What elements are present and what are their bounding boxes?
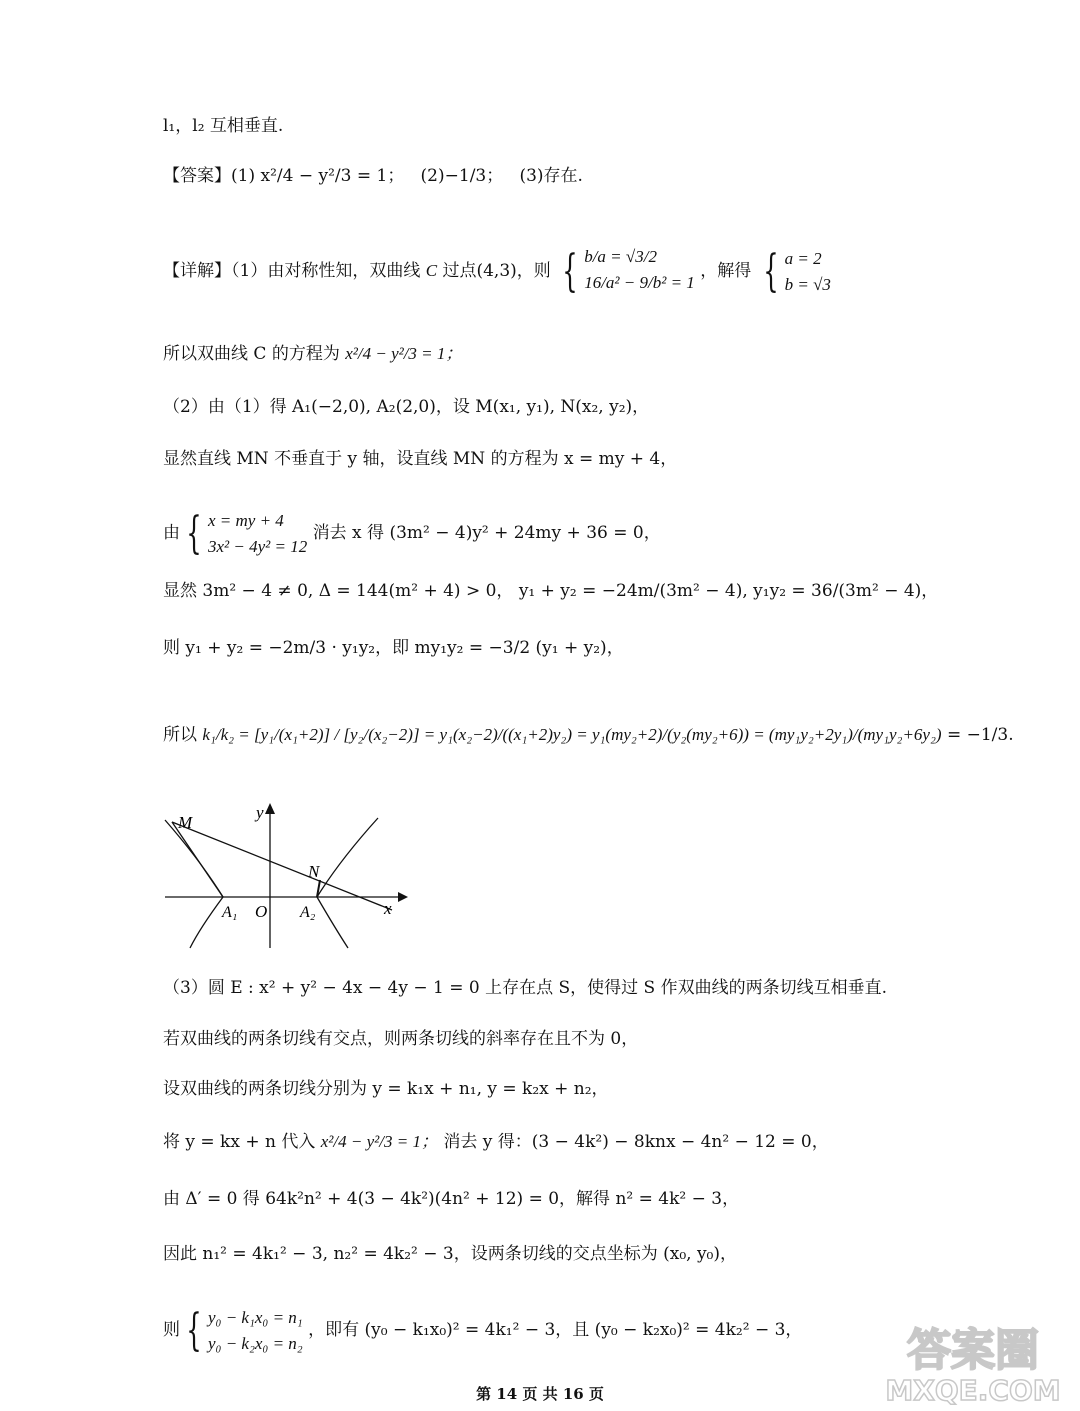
x-axis-arrow (398, 892, 408, 902)
part2-sys-eq1: x = my + 4 (208, 511, 284, 530)
label-y: y (256, 803, 264, 822)
part2-line-5: 则 y₁ + y₂ = −2m/3 · y₁y₂，即 my₁y₂ = −3/2 (y₁ + y₂)， (163, 638, 624, 658)
part3-line-4-post: 消去 y 得：(3 − 4k²) − 8knx − 4n² − 12 = 0， (443, 1132, 829, 1152)
part3-line-6: 因此 n₁² = 4k₁² − 3, n₂² = 4k₂² − 3，设两条切线的交点坐标为 (x₀, y₀)， (163, 1244, 737, 1264)
label-n: N (308, 862, 320, 881)
watermark-top: 答案圈 (907, 1325, 1039, 1376)
part2-line-1: （2）由（1）得 A₁(−2,0), A₂(2,0)，设 M(x₁, y₁), N(x₂, y₂)， (163, 397, 650, 417)
part2-brace: { (186, 507, 202, 559)
part3-line-4-eq: x²/4 − y²/3 = 1； (320, 1132, 438, 1151)
detail-label: 【详解】 (163, 261, 231, 281)
condition-2: 16/a² − 9/b² = 1 (584, 272, 695, 292)
part3-line-4-pre: 将 y = kx + n 代入 (163, 1132, 316, 1152)
page-footer: 第 14 页 共 16 页 (476, 1385, 604, 1403)
answer-part2-label: (2) (420, 166, 445, 186)
solution-a: a = 2 (784, 249, 822, 268)
part3-line-5: 由 Δ′ = 0 得 64k²n² + 4(3 − 4k²)(4n² + 12) = 0，解得 n² = 4k² − 3， (163, 1189, 740, 1209)
k-ratio-result: = −1/3. (946, 725, 1014, 745)
label-o: O (255, 902, 268, 921)
answer-part3: (3)存在. (519, 166, 583, 186)
part2-line-3 (163, 508, 661, 559)
part3-line-7-post: ，即有 (y₀ − k₁x₀)² = 4k₁² − 3，且 (y₀ − k₂x₀)² = 4k₂² − 3， (308, 1320, 803, 1340)
label-m: M (178, 813, 193, 832)
label-x: x (384, 899, 392, 918)
answer-part2-value: −1/3； (444, 166, 504, 186)
solution-system (785, 246, 831, 297)
part3-line-7-pre: 则 (163, 1320, 180, 1340)
part3-brace: { (186, 1304, 202, 1356)
watermark-logo (878, 1320, 1068, 1405)
solution-brace: { (762, 245, 779, 297)
part2-line-6 (163, 726, 1014, 744)
part2-line-6-pre: 所以 (163, 725, 197, 745)
equation-text: 所以双曲线 C 的方程为 (163, 344, 340, 364)
condition-system (584, 244, 695, 295)
detail-line (163, 246, 831, 297)
answer-part1-label: (1) (231, 166, 256, 186)
part3-sys-eq2: y₀ − k₂x₀ = n₂ (208, 1333, 303, 1353)
part2-line-3-post: 消去 x 得 (3m² − 4)y² + 24my + 36 = 0， (312, 523, 661, 543)
part2-sys-eq2: 3x² − 4y² = 12 (208, 536, 308, 556)
hyperbola-graph (160, 800, 410, 950)
k-ratio-derivation: k₁/k₂ = [y₁/(x₁+2)] / [y₂/(x₂−2)] = y₁(x₂−2)/((x₁+2)y₂) = y₁(my₂+2)/(y₂(my₂+6)) = (my₁y₂+2y₁)/(my₁y₂+6y₂) (202, 725, 942, 744)
part3-system (208, 1305, 303, 1356)
part3-line-3: 设双曲线的两条切线分别为 y = k₁x + n₁, y = k₂x + n₂， (163, 1079, 609, 1099)
watermark-bottom: MXQE.COM (885, 1374, 1061, 1405)
part2-line-2: 显然直线 MN 不垂直于 y 轴，设直线 MN 的方程为 x = my + 4， (163, 449, 678, 469)
chord-a1m (172, 822, 223, 897)
detail-text-1: （1）由对称性知，双曲线 (231, 261, 421, 281)
label-a2: A₂ (300, 904, 316, 921)
part3-line-1: （3）圆 E : x² + y² − 4x − 4y − 1 = 0 上存在点 S，使得过 S 作双曲线的两条切线互相垂直. (163, 978, 888, 998)
part2-line-3-pre: 由 (163, 523, 180, 543)
answer-line (163, 168, 583, 185)
part2-system (208, 508, 307, 559)
y-axis-arrow (265, 803, 275, 814)
detail-text-2: 过点(4,3)，则 (442, 261, 551, 281)
part3-sys-eq1: y₀ − k₁x₀ = n₁ (208, 1308, 303, 1327)
part3-line-2: 若双曲线的两条切线有交点，则两条切线的斜率存在且不为 0， (163, 1029, 639, 1049)
part3-line-4 (163, 1133, 829, 1151)
curve-c-symbol: C (425, 261, 438, 280)
answer-label: 【答案】 (163, 166, 231, 186)
solution-b: b = √3 (784, 274, 831, 294)
answer-part1-eq: x²/4 − y²/3 = 1； (260, 166, 405, 186)
equation-line (163, 345, 462, 363)
system-brace: { (562, 245, 578, 297)
hyperbola-equation: x²/4 − y²/3 = 1； (345, 344, 463, 363)
label-a1: A₁ (222, 904, 238, 921)
part2-line-4: 显然 3m² − 4 ≠ 0, Δ = 144(m² + 4) > 0， y₁ + y₂ = −24m/(3m² − 4), y₁y₂ = 36/(3m² − 4)， (163, 581, 939, 601)
text-line-1: l₁，l₂ 互相垂直. (163, 116, 284, 136)
condition-1: b/a = √3/2 (584, 247, 657, 266)
detail-text-3: ，解得 (700, 261, 752, 281)
part3-line-7 (163, 1305, 802, 1356)
